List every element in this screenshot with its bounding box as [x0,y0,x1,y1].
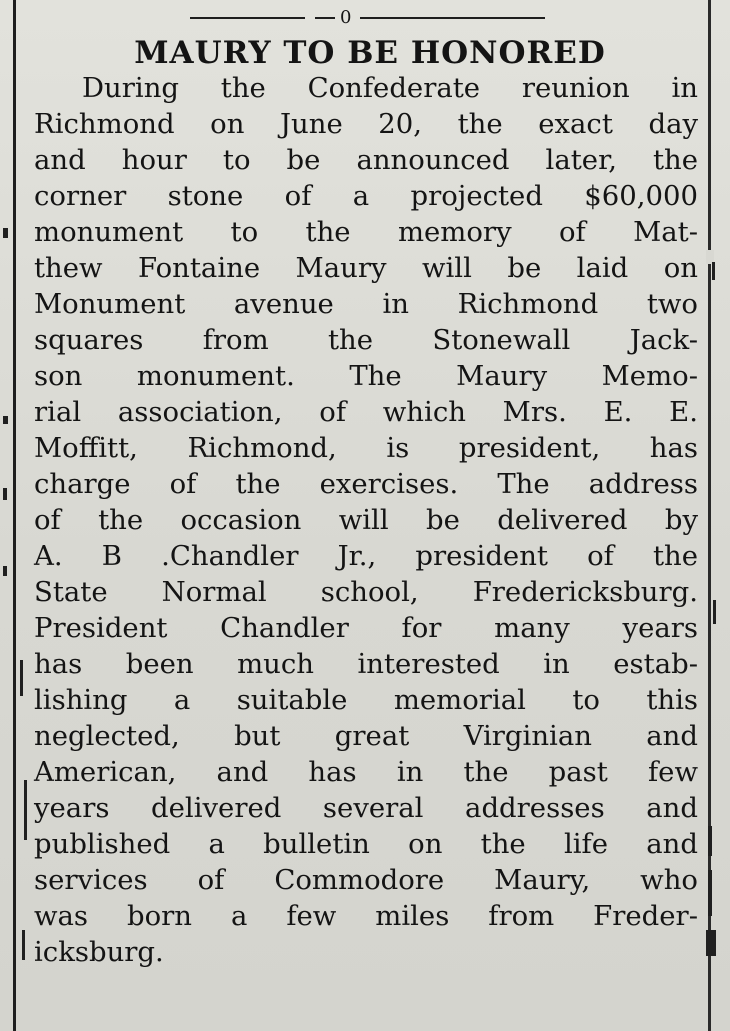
separator-line [315,17,335,19]
article-line: rial association, of which Mrs. E. E. [34,396,698,428]
separator-line [360,17,545,19]
article-line: During the Confederate reunion in [82,72,698,104]
article-line: American, and has in the past few [34,756,698,788]
margin-speck [3,416,8,424]
article-line: neglected, but great Virginian and [34,720,698,752]
margin-speck [3,488,7,500]
margin-speck [708,826,712,856]
article-line: years delivered several addresses and [34,792,698,824]
margin-speck [3,228,8,238]
article-line: squares from the Stonewall Jack- [34,324,698,356]
article-line: and hour to be announced later, the [34,144,698,176]
article-line: services of Commodore Maury, who [34,864,698,896]
article-line: has been much interested in estab- [34,648,698,680]
article-line: President Chandler for many years [34,612,698,644]
article-line: thew Fontaine Maury will be laid on [34,252,698,284]
margin-speck [713,600,716,624]
margin-speck [706,930,716,956]
article-line: was born a few miles from Freder- [34,900,698,932]
article-line: published a bulletin on the life and [34,828,698,860]
article-line: lishing a suitable memorial to this [34,684,698,716]
article-line: Richmond on June 20, the exact day [34,108,698,140]
article-line: Moffitt, Richmond, is president, has [34,432,698,464]
article-line: A. B .Chandler Jr., president of the [34,540,698,572]
article-line: son monument. The Maury Memo- [34,360,698,392]
margin-speck [22,930,25,960]
separator-line [190,17,305,19]
margin-speck [20,660,23,696]
margin-speck [712,262,715,280]
margin-speck [708,870,712,916]
margin-speck [24,780,27,840]
article-headline: MAURY TO BE HONORED [134,35,606,71]
article-line: State Normal school, Fredericksburg. [34,576,698,608]
article-line: monument to the memory of Mat- [34,216,698,248]
article-line: Monument avenue in Richmond two [34,288,698,320]
left-column-rule [13,0,16,1031]
article-line: of the occasion will be delivered by [34,504,698,536]
article-line: charge of the exercises. The address [34,468,698,500]
article-line: corner stone of a projected $60,000 [34,180,698,212]
section-separator [190,8,545,28]
separator-ornament: 0 [340,7,352,28]
article-line: icksburg. [34,936,164,968]
margin-speck [3,566,7,576]
